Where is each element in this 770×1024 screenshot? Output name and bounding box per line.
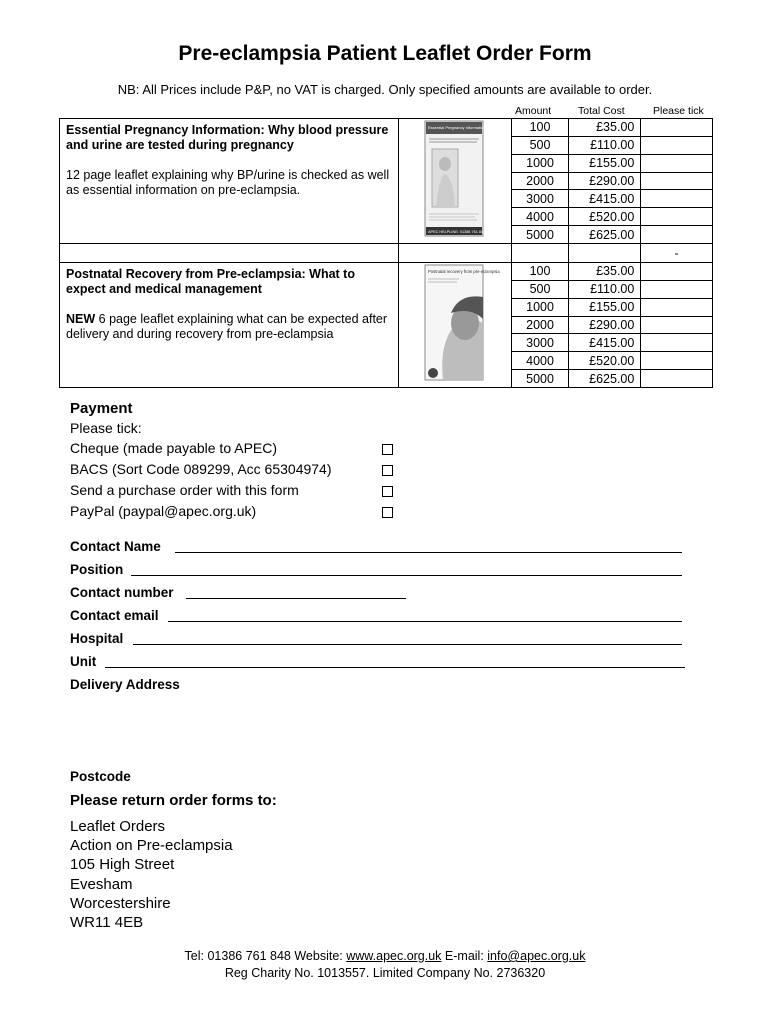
- return-address-line: Leaflet Orders: [70, 818, 166, 835]
- price-cell: £35.00: [569, 119, 641, 137]
- gap-tick-marker: -: [641, 244, 713, 263]
- email-link[interactable]: info@apec.org.uk: [487, 949, 586, 963]
- amount-cell: 100: [511, 263, 569, 281]
- tick-cell[interactable]: [641, 190, 713, 208]
- tick-cell[interactable]: [641, 298, 713, 316]
- tick-cell[interactable]: [641, 316, 713, 334]
- tick-cell[interactable]: [641, 370, 713, 388]
- leaflet-cover-image: [399, 119, 511, 238]
- product-title: Postnatal Recovery from Pre-eclampsia: What to expect and medical management: [66, 267, 355, 296]
- price-cell: £110.00: [569, 280, 641, 298]
- amount-cell: 3000: [511, 334, 569, 352]
- paypal-checkbox[interactable]: [382, 507, 393, 518]
- footer-email-label: E-mail:: [441, 949, 488, 963]
- unit-label: Unit: [70, 654, 97, 669]
- price-cell: £415.00: [569, 190, 641, 208]
- footer-charity: Reg Charity No. 1013557. Limited Company No. 2736320: [224, 966, 546, 980]
- tick-cell[interactable]: [641, 119, 713, 137]
- amount-cell: 500: [511, 136, 569, 154]
- price-cell: £290.00: [569, 316, 641, 334]
- hospital-label: Hospital: [70, 631, 124, 646]
- return-address-line: WR11 4EB: [70, 914, 144, 931]
- return-address-line: Action on Pre-eclampsia: [70, 837, 233, 854]
- unit-field[interactable]: [105, 667, 685, 668]
- amount-cell: 2000: [511, 172, 569, 190]
- cover-title-text: Essential Pregnancy Information: [427, 125, 486, 130]
- payment-option-cheque: Cheque (made payable to APEC): [70, 440, 278, 456]
- amount-cell: 1000: [511, 298, 569, 316]
- price-cell: £110.00: [569, 136, 641, 154]
- product-description: [60, 119, 399, 244]
- tick-cell[interactable]: [641, 280, 713, 298]
- please-tick-column-header: Please tick: [653, 105, 704, 117]
- contact-name-field[interactable]: [175, 552, 682, 553]
- amount-cell: 5000: [511, 226, 569, 244]
- amount-cell: 1000: [511, 154, 569, 172]
- amount-column-header: Amount: [515, 105, 552, 117]
- tick-cell[interactable]: [641, 136, 713, 154]
- payment-option-paypal: PayPal (paypal@apec.org.uk): [70, 503, 257, 519]
- price-cell: £625.00: [569, 226, 641, 244]
- tick-cell[interactable]: [641, 263, 713, 281]
- contact-email-label: Contact email: [70, 608, 159, 623]
- postcode-label: Postcode: [70, 769, 131, 784]
- tick-cell[interactable]: [641, 154, 713, 172]
- amount-cell: 4000: [511, 208, 569, 226]
- price-cell: £520.00: [569, 352, 641, 370]
- return-address-line: 105 High Street: [70, 856, 175, 873]
- price-cell: £155.00: [569, 298, 641, 316]
- cover-title-text: Postnatal recovery from pre-eclampsia: [427, 269, 500, 274]
- amount-cell: 500: [511, 280, 569, 298]
- leaflet-cover-cell: [398, 119, 511, 244]
- table-row: [60, 263, 713, 281]
- total-cost-column-header: Total Cost: [578, 105, 625, 117]
- leaflet-cover-cell: [398, 263, 511, 388]
- table-row: [60, 244, 713, 263]
- website-link[interactable]: www.apec.org.uk: [346, 949, 442, 963]
- return-heading: Please return order forms to:: [70, 792, 277, 809]
- payment-option-bacs: BACS (Sort Code 089299, Acc 65304974): [70, 461, 332, 477]
- return-address-line: Evesham: [70, 876, 133, 893]
- payment-instruction: Please tick:: [70, 420, 142, 436]
- footer-tel: Tel: 01386 761 848 Website:: [184, 949, 347, 963]
- contact-number-field[interactable]: [186, 598, 406, 599]
- price-cell: £290.00: [569, 172, 641, 190]
- payment-option-purchase-order: Send a purchase order with this form: [70, 482, 299, 498]
- table-row: [60, 119, 713, 137]
- pricing-notice: NB: All Prices include P&P, no VAT is charged. Only specified amounts are available to order.: [117, 82, 653, 97]
- product-desc: 6 page leaflet explaining what can be expected after delivery and during recovery from pre-eclampsia: [66, 312, 388, 341]
- hospital-field[interactable]: [133, 644, 682, 645]
- price-cell: £520.00: [569, 208, 641, 226]
- leaflet-cover-image: [399, 263, 511, 382]
- price-cell: £415.00: [569, 334, 641, 352]
- contact-name-label: Contact Name: [70, 539, 161, 554]
- return-address-line: Worcestershire: [70, 895, 171, 912]
- amount-cell: 100: [511, 119, 569, 137]
- tick-cell[interactable]: [641, 226, 713, 244]
- footer-contact: [0, 949, 770, 963]
- purchase-order-checkbox[interactable]: [382, 486, 393, 497]
- delivery-address-label: Delivery Address: [70, 677, 180, 692]
- price-cell: £625.00: [569, 370, 641, 388]
- amount-cell: 4000: [511, 352, 569, 370]
- contact-number-label: Contact number: [70, 585, 174, 600]
- position-field[interactable]: [131, 575, 682, 576]
- payment-heading: Payment: [70, 400, 133, 417]
- amount-cell: 3000: [511, 190, 569, 208]
- cheque-checkbox[interactable]: [382, 444, 393, 455]
- amount-cell: 5000: [511, 370, 569, 388]
- amount-cell: 2000: [511, 316, 569, 334]
- tick-cell[interactable]: [641, 334, 713, 352]
- tick-cell[interactable]: [641, 352, 713, 370]
- bacs-checkbox[interactable]: [382, 465, 393, 476]
- product-description: [60, 263, 399, 388]
- product-title: Essential Pregnancy Information: Why blood pressure and urine are tested during pregnancy: [66, 123, 389, 152]
- cover-footer-text: APEC HELPLINE: 01386 761 848: [427, 230, 485, 234]
- order-table: [59, 118, 713, 388]
- tick-cell[interactable]: [641, 208, 713, 226]
- tick-cell[interactable]: [641, 172, 713, 190]
- price-cell: £155.00: [569, 154, 641, 172]
- contact-email-field[interactable]: [168, 621, 682, 622]
- new-badge: NEW: [66, 312, 96, 326]
- price-cell: £35.00: [569, 263, 641, 281]
- position-label: Position: [70, 562, 124, 577]
- page-title: Pre-eclampsia Patient Leaflet Order Form: [178, 42, 592, 65]
- product-desc: 12 page leaflet explaining why BP/urine is checked as well as essential information on pre-eclampsia.: [66, 168, 390, 197]
